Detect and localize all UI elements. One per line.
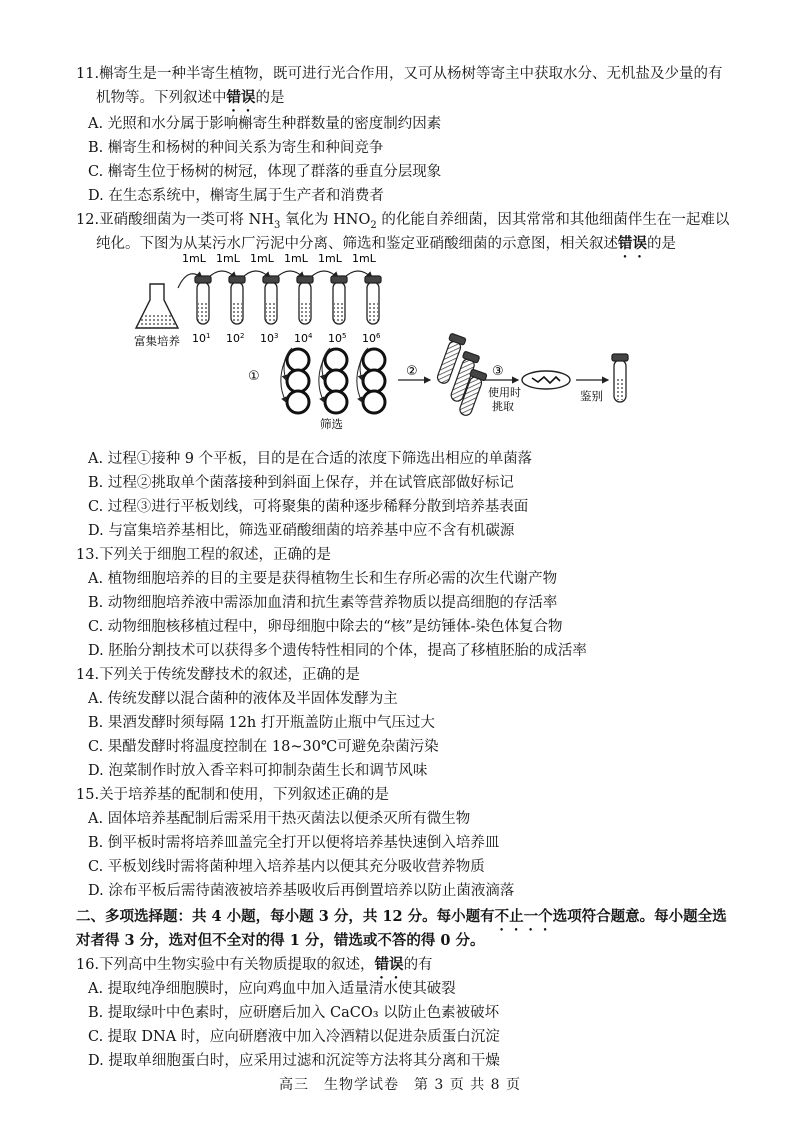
transfer-label: 1mL [352,252,376,265]
q16-option-c: C. 提取 DNA 时，应向研磨液中加入冷酒精以促进杂质蛋白沉淀 [88,1029,500,1045]
q13-option-c: C. 动物细胞核移植过程中，卵母细胞中除去的“核”是纺锤体-染色体复合物 [88,619,563,635]
section2-heading-line2: 对者得 3 分，选对但不全对的得 1 分，错选或不答的得 0 分。 [76,932,485,949]
q12-option-b: B. 过程②挑取单个菌落接种到斜面上保存，并在试管底部做好标记 [88,475,514,491]
isolation-screening-diagram [134,250,640,431]
q15-option-b: B. 倒平板时需将培养皿盖完全打开以便将培养基快速倒入培养皿 [88,835,500,851]
q12-option-c: C. 过程③进行平板划线，可将聚集的菌种逐步稀释分散到培养基表面 [88,499,529,515]
q15-option-a: A. 固体培养基配制后需采用干热灭菌法以便杀灭所有微生物 [88,811,471,827]
transfer-label: 1mL [284,252,308,265]
q12-number: 12. [76,212,100,228]
q11-option-c: C. 槲寄生位于杨树的树冠，体现了群落的垂直分层现象 [88,164,442,180]
svg-text:101: $10^1$ [192,332,211,345]
q14-option-d: D. 泡菜制作时放入香辛料可抑制杂菌生长和调节风味 [88,763,428,779]
screening-plates [287,349,385,413]
q16-option-b: B. 提取绿叶中色素时，应研磨后加入 CaCO₃ 以防止色素被破坏 [88,1005,500,1021]
q14-option-a: A. 传统发酵以混合菌种的液体及半固体发酵为主 [88,691,398,707]
svg-text:104: $10^4$ [294,332,313,345]
step-2-marker: ② [406,364,418,379]
flask-label: 富集培养 [134,334,180,348]
dilution-tube-1 [195,276,211,324]
q15-number: 15. [76,787,100,803]
q15-option-c: C. 平板划线时需将菌种埋入培养基内以便其充分吸收营养物质 [88,859,485,875]
q11-wrong-emphasis: 错误 [226,89,256,106]
q12-stem-line2: 纯化。下图为从某污水厂污泥中分离、筛选和鉴定亚硝酸细菌的示意图，相关叙述错误的是 [96,235,676,252]
q16-wrong-emphasis: 错误 [374,956,404,973]
use-label: 使用时 [488,386,521,399]
q11-stem-line1: 11.槲寄生是一种半寄生植物，既可进行光合作用，又可从杨树等寄主中获取水分、无机盐及少量的有 [76,66,723,82]
dilution-tube-4 [297,276,313,324]
dilution-tube-5 [331,276,347,324]
section2-heading-line1: 二、多项选择题：共 4 小题，每小题 3 分，共 12 分。每小题有不止一个选项符合题意。每小题全选 [76,908,727,925]
step-3-marker: ③ [492,364,504,379]
q16-number: 16. [76,957,100,973]
q13-option-d: D. 胚胎分割技术可以获得多个遗传特性相同的个体，提高了移植胚胎的成活率 [88,643,587,659]
transfer-label: 1mL [250,252,274,265]
q16-stem: 16.下列高中生物实验中有关物质提取的叙述，错误的有 [76,956,433,973]
q15-option-d: D. 涂布平板后需待菌液被培养基吸收后再倒置培养以防止菌液滴落 [88,883,515,899]
q14-number: 14. [76,667,100,683]
q13-number: 13. [76,547,100,563]
page-footer: 高三 生物学试卷 第 3 页 共 8 页 [278,1077,522,1093]
q13-option-b: B. 动物细胞培养液中需添加血清和抗生素等营养物质以提高细胞的存活率 [88,595,558,611]
step-1-marker: ① [248,369,260,384]
q16-option-d: D. 提取单细胞蛋白时，应采用过滤和沉淀等方法将其分离和干燥 [88,1053,500,1069]
q11-stem-line2: 机物等。下列叙述中错误的是 [96,89,285,106]
svg-text:106: $10^6$ [362,332,381,345]
transfer-label: 1mL [216,252,240,265]
identification-tube [612,354,628,402]
q14-option-b: B. 果酒发酵时须每隔 12h 打开瓶盖防止瓶中气压过大 [88,715,435,731]
q11-number: 11. [76,66,100,82]
q12-option-d: D. 与富集培养基相比，筛选亚硝酸细菌的培养基中应不含有机碳源 [88,523,515,539]
identify-label: 鉴别 [580,389,603,403]
transfer-label: 1mL [182,252,206,265]
streak-plate [522,371,570,389]
q14-option-c: C. 果醋发酵时将温度控制在 18~30℃可避免杂菌污染 [88,739,439,755]
q13-option-a: A. 植物细胞培养的目的主要是获得植物生长和生存所必需的次生代谢产物 [88,571,558,587]
screen-label: 筛选 [320,417,343,431]
dilution-tubes [195,276,381,324]
dilution-tube-6 [365,276,381,324]
pick-label: 挑取 [492,400,514,413]
q15-stem: 15.关于培养基的配制和使用，下列叙述正确的是 [76,787,390,803]
q11-option-b: B. 槲寄生和杨树的种间关系为寄生和种间竞争 [88,140,384,156]
q12-option-a: A. 过程①接种 9 个平板，目的是在合适的浓度下筛选出相应的单菌落 [88,451,533,467]
q11-option-d: D. 在生态系统中，槲寄生属于生产者和消费者 [88,188,384,204]
q12-stem-line1: 12.亚硝酸细菌为一类可将 $NH_3$ 氧化为 $HNO_2$ 的化能自养细菌，因其常常和其他细菌伴生在一起难以 [76,212,730,231]
dilution-tube-2 [229,276,245,324]
enrichment-flask [136,284,178,328]
transfer-label: 1mL [318,252,342,265]
svg-text:105: $10^5$ [328,332,347,345]
slant-tubes [434,333,487,418]
dilution-labels [192,332,381,345]
section2-dotted-emphasis: 不止一个 [494,908,553,925]
q12-wrong-emphasis: 错误 [618,235,647,252]
q16-option-a: A. 提取纯净细胞膜时，应向鸡血中加入适量清水使其破裂 [88,981,456,997]
q14-stem: 14.下列关于传统发酵技术的叙述，正确的是 [76,667,361,683]
svg-text:102: $10^2$ [226,332,245,345]
q11-option-a: A. 光照和水分属于影响槲寄生种群数量的密度制约因素 [88,116,442,132]
dilution-tube-3 [263,276,279,324]
q13-stem: 13.下列关于细胞工程的叙述，正确的是 [76,547,332,563]
svg-text:103: $10^3$ [260,332,279,345]
